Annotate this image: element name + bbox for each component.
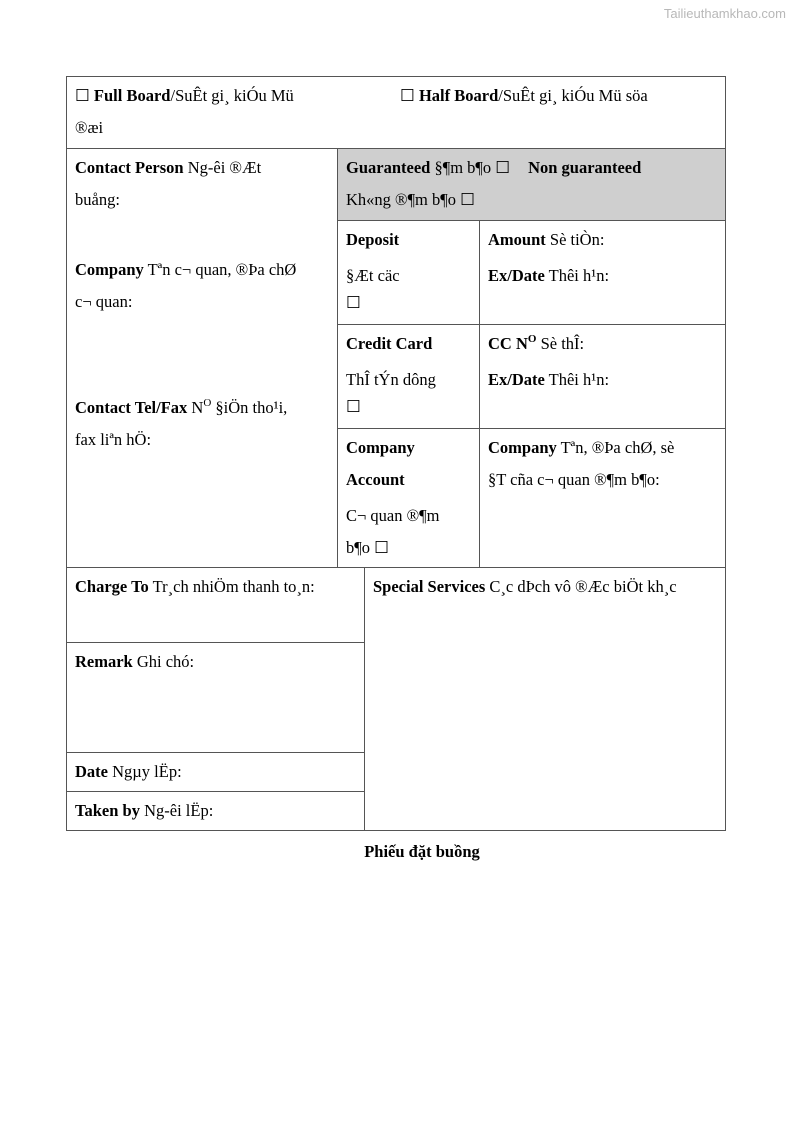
credit-card-cell	[338, 325, 480, 429]
company-account-label-1: Company	[346, 438, 415, 457]
credit-card-checkbox[interactable]: ☐	[346, 397, 361, 416]
amount-text: Sè tiÒn:	[545, 230, 605, 249]
company-account-label-2: Account	[346, 470, 405, 489]
amount-cell	[480, 221, 725, 325]
company-text: Tªn c¬ quan, ®Þa chØ	[143, 260, 297, 279]
half-board-checkbox[interactable]: ☐	[400, 86, 415, 105]
credit-exdate-label: Ex/Date	[488, 370, 545, 389]
contact-tel-text: §iÖn tho¹i,	[211, 398, 288, 417]
special-services-label: Special Services	[373, 577, 486, 596]
guaranteed-text[interactable]: §¶m b¶o ☐	[430, 158, 511, 177]
date-label: Date	[75, 762, 108, 781]
form-caption: Phiếu đặt buồng	[364, 842, 480, 861]
company-label: Company	[75, 260, 144, 279]
guarantor-company-text: Tªn, ®Þa chØ, sè	[556, 438, 675, 457]
deposit-exdate-text: Thêi h¹n:	[544, 266, 610, 285]
date-cell	[67, 753, 365, 792]
contact-person-label: Contact Person	[75, 158, 184, 177]
special-services-text: C¸c dÞch vô ®Æc biÖt kh¸c	[485, 577, 677, 596]
company-account-text-1: C¬ quan ®¶m	[346, 506, 440, 525]
taken-by-cell	[67, 792, 365, 830]
remark-cell	[67, 643, 365, 753]
company-account-cell	[338, 429, 480, 568]
deposit-exdate-label: Ex/Date	[488, 266, 545, 285]
guaranteed-label: Guaranteed	[346, 158, 431, 177]
guarantor-company-cell	[480, 429, 725, 568]
full-board-label: Full Board	[93, 86, 171, 105]
amount-label: Amount	[488, 230, 546, 249]
guarantor-company-label: Company	[488, 438, 557, 457]
taken-by-label: Taken by	[75, 801, 140, 820]
contact-tel-cont: fax liªn hÖ:	[75, 430, 152, 449]
watermark: Tailieuthamkhao.com	[663, 6, 786, 21]
remark-text: Ghi chó:	[132, 652, 195, 671]
date-text: Ngµy lËp:	[107, 762, 182, 781]
booking-form	[66, 76, 726, 831]
non-guaranteed-label: Non guaranteed	[528, 158, 642, 177]
non-guaranteed-text[interactable]: Kh«ng ®¶m b¶o ☐	[346, 190, 475, 209]
company-account-text-2[interactable]: b¶o ☐	[346, 538, 389, 557]
taken-by-text: Ng-êi lËp:	[139, 801, 214, 820]
credit-card-label: Credit Card	[346, 334, 433, 353]
deposit-checkbox[interactable]: ☐	[346, 293, 361, 312]
deposit-cell	[338, 221, 480, 325]
contact-person-text: Ng-êi ®Æt	[183, 158, 262, 177]
full-board-checkbox[interactable]: ☐	[75, 86, 90, 105]
remark-label: Remark	[75, 652, 133, 671]
guarantee-cell	[338, 149, 725, 221]
credit-exdate-text: Thêi h¹n:	[544, 370, 610, 389]
cc-number-cell	[480, 325, 725, 429]
full-board-text: /SuÊt gi¸ kiÓu Mü	[170, 86, 294, 105]
charge-to-cell	[67, 568, 365, 643]
deposit-label: Deposit	[346, 230, 400, 249]
cc-sup: O	[527, 333, 537, 345]
cc-number-text: Sè thÎ:	[536, 334, 585, 353]
deposit-text: §Æt cäc	[346, 266, 400, 285]
tel-n: N	[187, 398, 204, 417]
charge-to-text: Tr¸ch nhiÖm thanh to¸n:	[148, 577, 315, 596]
half-board-text: /SuÊt gi¸ kiÓu Mü söa	[498, 86, 648, 105]
special-services-cell	[365, 568, 725, 830]
contact-cell	[67, 149, 338, 568]
charge-to-label: Charge To	[75, 577, 149, 596]
cc-number-label: CC N	[488, 334, 528, 353]
half-board-text-cont: ®æi	[75, 118, 104, 137]
guarantor-company-cont: §T cña c¬ quan ®¶m b¶o:	[488, 470, 660, 489]
contact-person-cont: buång:	[75, 190, 120, 209]
tel-sup: O	[203, 397, 212, 409]
board-row	[67, 77, 725, 149]
contact-tel-label: Contact Tel/Fax	[75, 398, 188, 417]
half-board-label: Half Board	[418, 86, 499, 105]
company-text-cont: c¬ quan:	[75, 292, 133, 311]
credit-card-text: ThÎ tÝn dông	[346, 370, 436, 389]
